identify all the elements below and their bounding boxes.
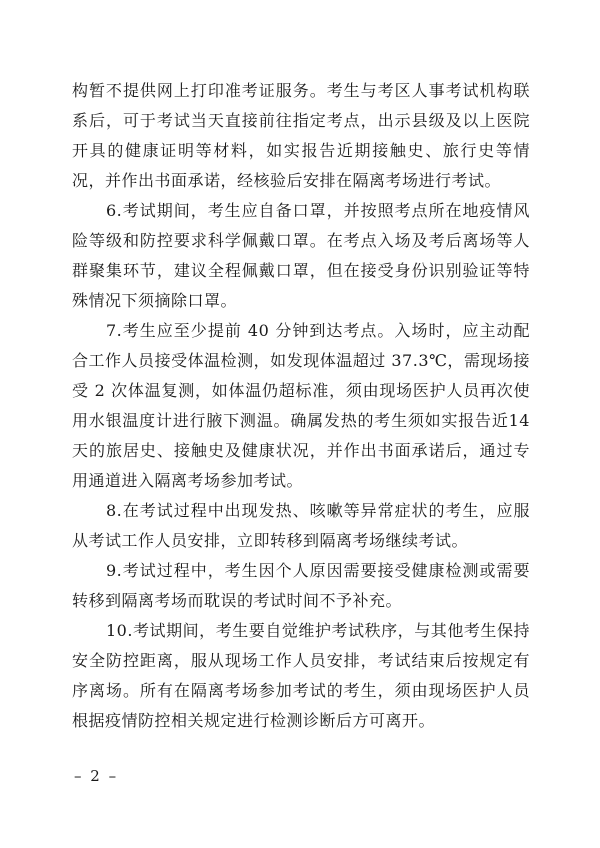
- paragraph-item-8: 8.在考试过程中出现发热、咳嗽等异常症状的考生，应服从考试工作人员安排，立即转移到隔离考场继续考试。: [72, 501, 530, 550]
- paragraph-item-7: 7.考生应至少提前 40 分钟到达考点。入场时，应主动配合工作人员接受体温检测，如发现体温超过 37.3℃，需现场接受 2 次体温复测，如体温仍超标准，须由现场医护人员再次使用水银温度计进行腋下测温。确属发热的考生须如实报告近14天的旅居史、接触史及健康状况，并作出书面承诺后，通过专用通道进入隔离考场参加考试。: [72, 321, 530, 490]
- page-number: – 2 –: [74, 767, 119, 785]
- paragraph-item-9: 9.考试过程中，考生因个人原因需要接受健康检测或需要转移到隔离考场而耽误的考试时间不予补充。: [72, 561, 530, 610]
- paragraph-item-6: 6.考试期间，考生应自备口罩，并按照考点所在地疫情风险等级和防控要求科学佩戴口罩。在考点入场及考后离场等人群聚集环节，建议全程佩戴口罩，但在接受身份识别验证等特殊情况下须摘除口罩。: [72, 201, 530, 310]
- paragraph-continued: 构暂不提供网上打印准考证服务。考生与考区人事考试机构联系后，可于考试当天直接前往指定考点，出示县级及以上医院开具的健康证明等材料，如实报告近期接触史、旅行史等情况，并作出书面承诺，经核验后安排在隔离考场进行考试。: [72, 81, 530, 190]
- paragraph-item-10: 10.考试期间，考生要自觉维护考试秩序，与其他考生保持安全防控距离，服从现场工作人员安排，考试结束后按规定有序离场。所有在隔离考场参加考试的考生，须由现场医护人员根据疫情防控相关规定进行检测诊断后方可离开。: [72, 621, 530, 730]
- document-body: [72, 76, 530, 736]
